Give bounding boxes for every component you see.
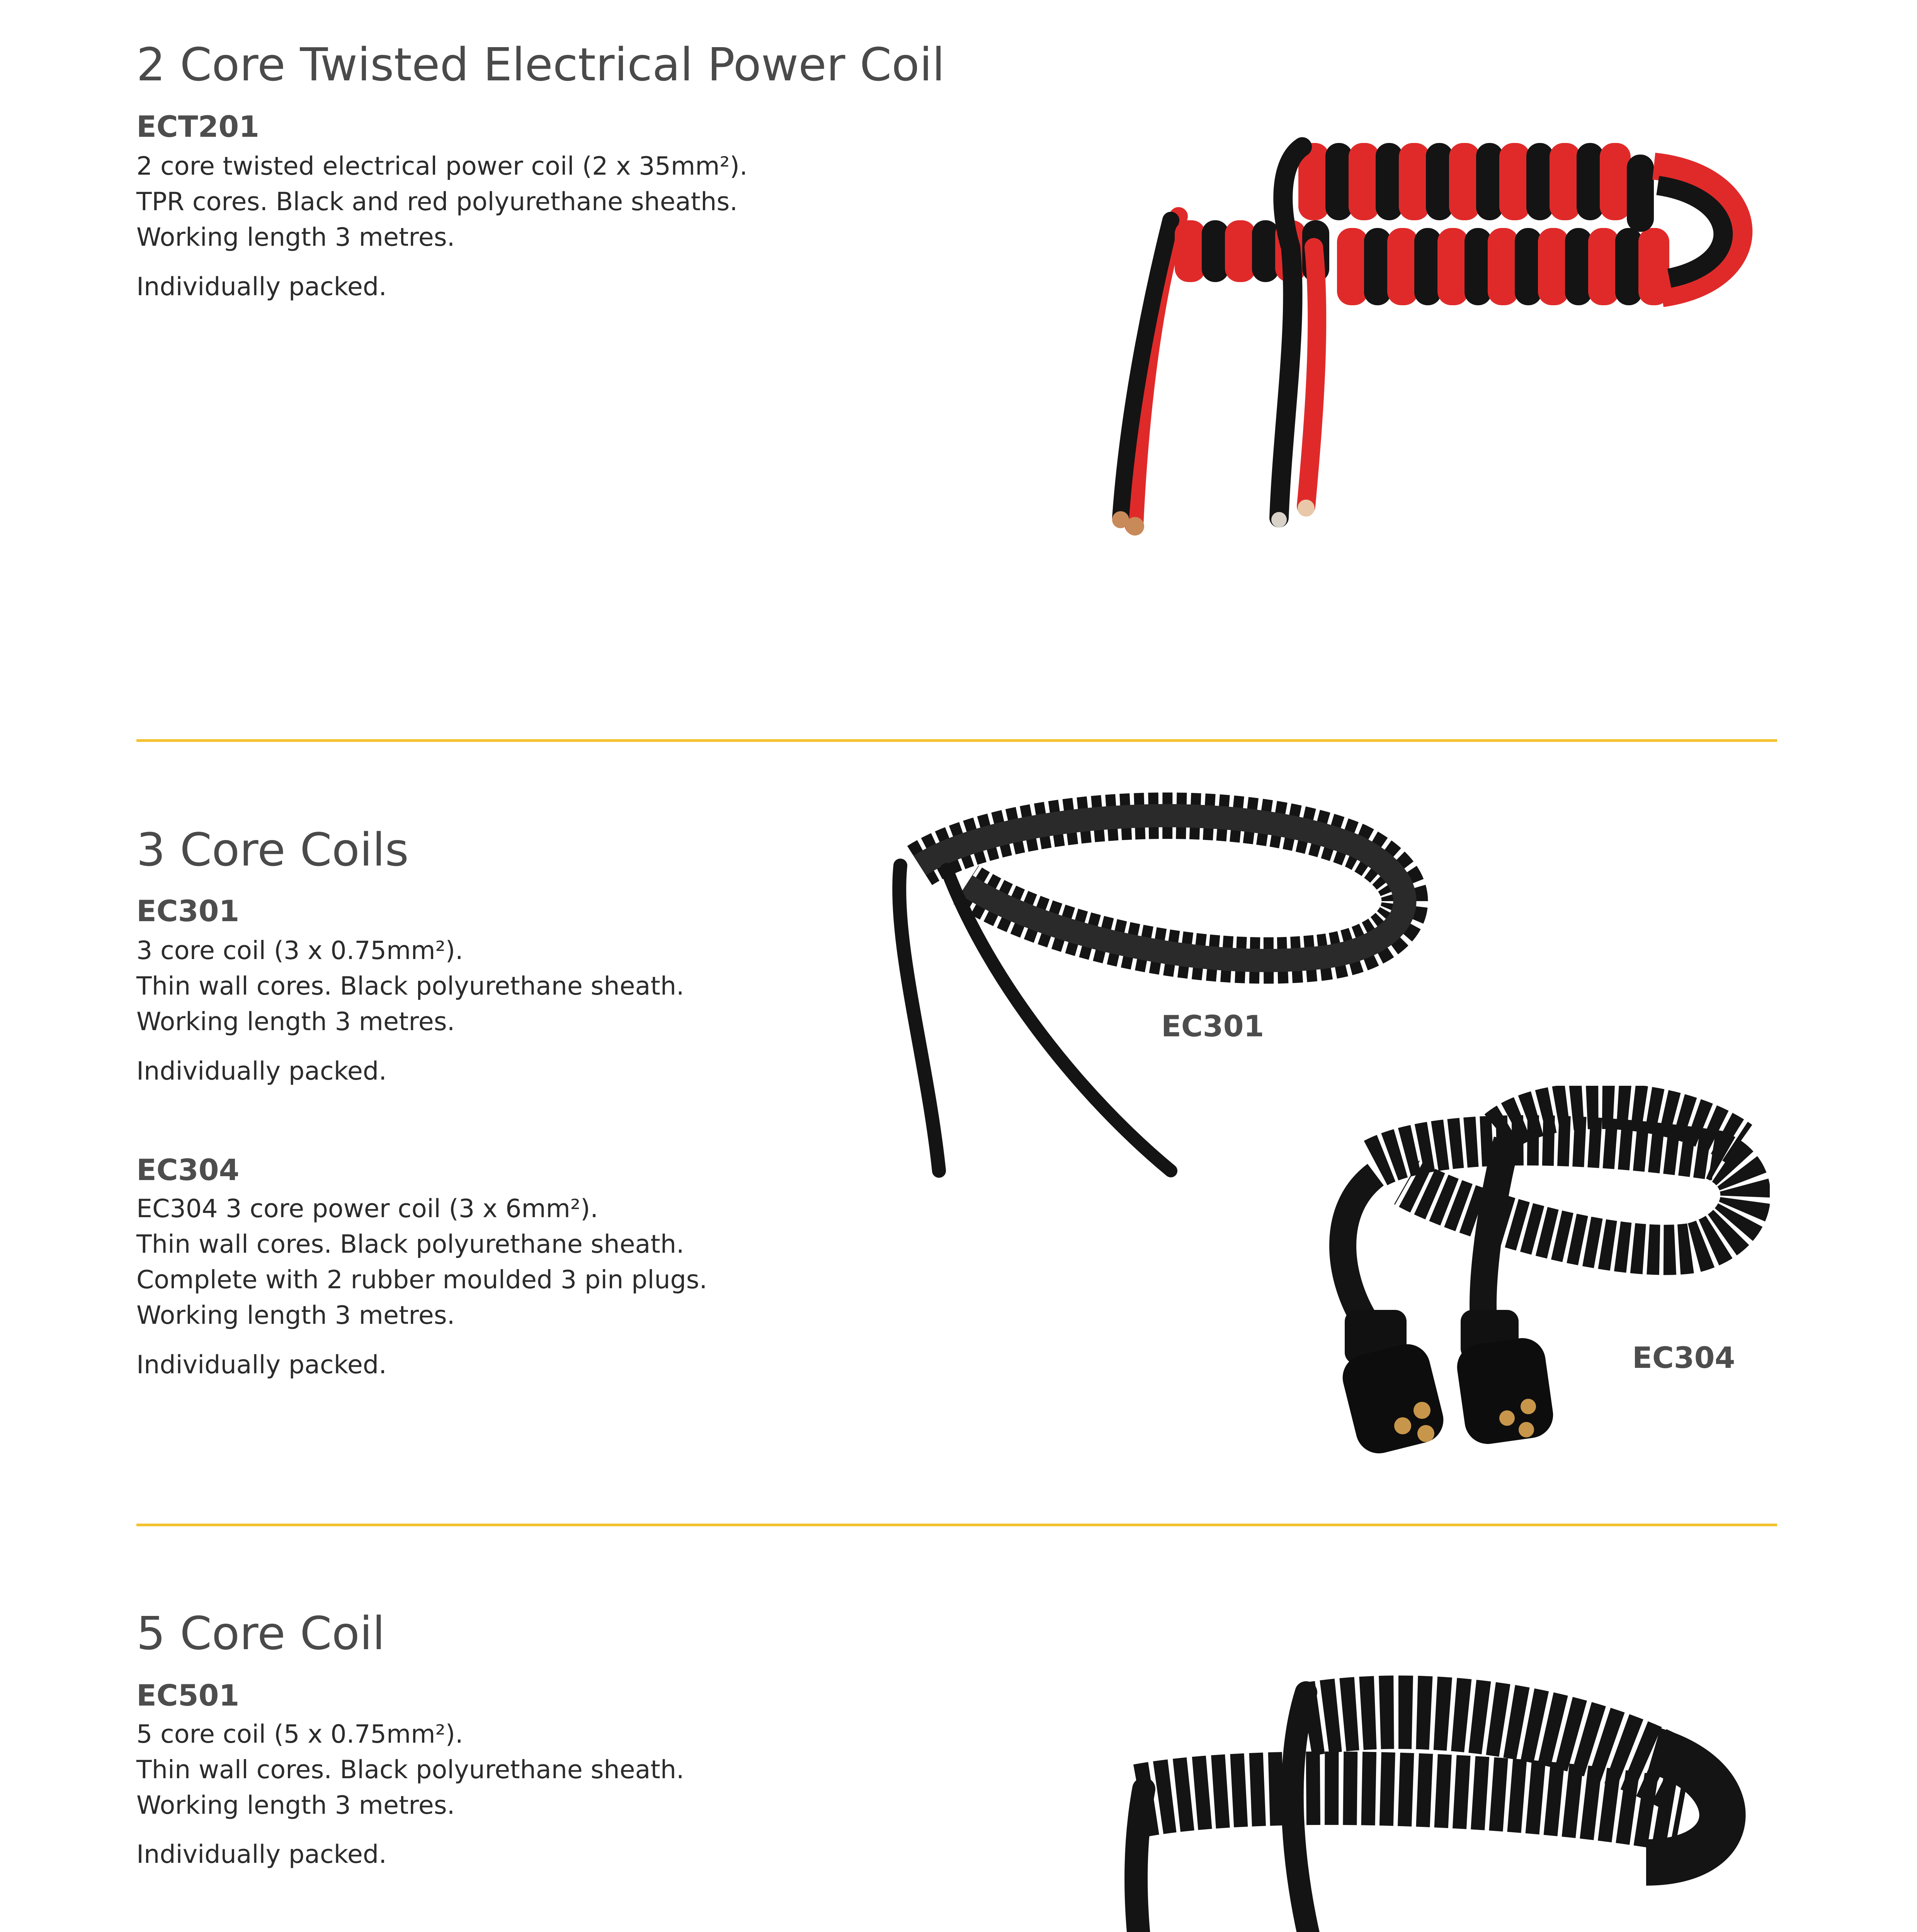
- product-description-ec304: [136, 1191, 707, 1333]
- description-line: EC304 3 core power coil (3 x 6mm²).: [136, 1194, 599, 1223]
- product-description-ec301: [136, 933, 684, 1040]
- description-line: Thin wall cores. Black polyurethane sheath.: [136, 1755, 684, 1784]
- description-line: 3 core coil (3 x 0.75mm²).: [136, 936, 463, 965]
- product-code-ec501: EC501: [136, 1678, 240, 1713]
- packing-note-ec501: Individually packed.: [136, 1840, 387, 1869]
- product-image-ec304: [1306, 1086, 1770, 1464]
- description-line: Thin wall cores. Black polyurethane sheath.: [136, 1230, 684, 1259]
- section-divider: [136, 1524, 1777, 1526]
- description-line: Working length 3 metres.: [136, 1007, 455, 1036]
- image-label-ec304: EC304: [1632, 1340, 1735, 1375]
- product-code-ec301: EC301: [136, 894, 240, 928]
- packing-note-ec304: Individually packed.: [136, 1350, 387, 1379]
- description-line: TPR cores. Black and red polyurethane sheaths.: [136, 187, 738, 216]
- description-line: Working length 3 metres.: [136, 1301, 455, 1330]
- description-line: 5 core coil (5 x 0.75mm²).: [136, 1720, 463, 1749]
- description-line: Working length 3 metres.: [136, 223, 455, 252]
- section-title-2-core: 2 Core Twisted Electrical Power Coil: [136, 38, 945, 91]
- packing-note-ect201: Individually packed.: [136, 272, 387, 301]
- section-title-5-core: 5 Core Coil: [136, 1607, 385, 1660]
- product-image-ec501: [1113, 1662, 1770, 1932]
- product-code-ec304: EC304: [136, 1153, 240, 1187]
- packing-note-ec301: Individually packed.: [136, 1057, 387, 1086]
- product-image-ect201: [1097, 131, 1774, 568]
- product-code-ect201: ECT201: [136, 109, 260, 144]
- section-divider: [136, 739, 1777, 742]
- product-description-ec501: [136, 1717, 684, 1823]
- description-line: Thin wall cores. Black polyurethane sheath.: [136, 972, 684, 1001]
- product-description-ect201: [136, 149, 748, 255]
- description-line: Complete with 2 rubber moulded 3 pin plugs.: [136, 1265, 708, 1294]
- image-label-ec301: EC301: [1161, 1009, 1264, 1043]
- section-title-3-core: 3 Core Coils: [136, 823, 409, 876]
- description-line: 2 core twisted electrical power coil (2 x 35mm²).: [136, 152, 748, 181]
- description-line: Working length 3 metres.: [136, 1791, 455, 1820]
